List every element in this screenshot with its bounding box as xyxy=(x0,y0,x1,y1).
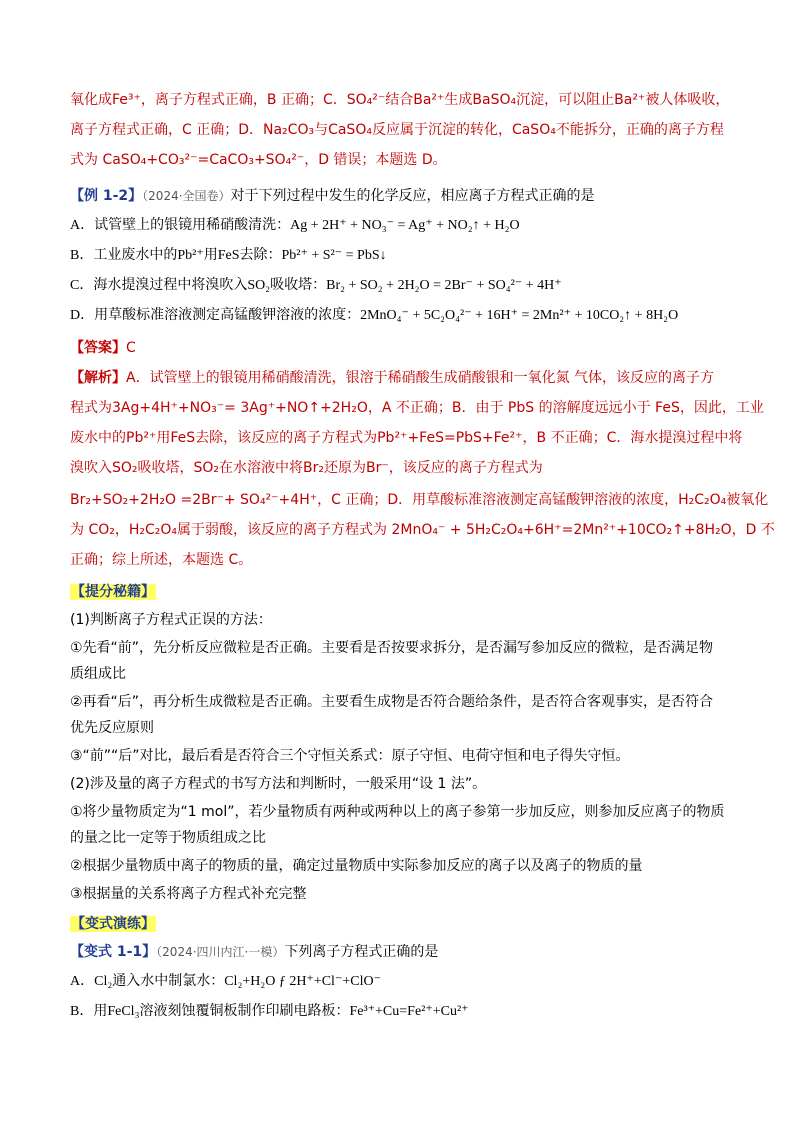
practice-sub-tag: 【变式 1-1】 xyxy=(70,944,157,960)
practice-source: （2024·四川内江·一模） xyxy=(156,945,285,959)
practice-tag: 【变式演练】 xyxy=(71,916,155,932)
tips-heading xyxy=(70,580,156,604)
tips-line-8: ①将少量物质定为“1 mol”，若少量物质有两种或两种以上的离子参第一步加反应，则参加反应离子的物质 xyxy=(70,804,725,820)
answer-line xyxy=(70,336,136,360)
analysis-continuation-line-1: 氧化成Fe³⁺，离子方程式正确，B 正确；C．SO₄²⁻结合Ba²⁺生成BaSO₄沉淀，可以阻止Ba²⁺被人体吸收， xyxy=(70,92,730,108)
example-tag: 【例 1-2】 xyxy=(70,188,143,204)
tips-line-3: 质组成比 xyxy=(70,666,126,682)
tips-line-7: (2)涉及量的离子方程式的书写方法和判断时，一般采用“设 1 法”。 xyxy=(70,776,487,792)
example-stem: 对于下列过程中发生的化学反应，相应离子方程式正确的是 xyxy=(230,188,595,204)
example-heading xyxy=(70,184,595,208)
option-c: C．海水提溴过程中将溴吹入SO₂吸收塔：Br₂ + SO₂ + 2H₂O = 2Br⁻ + SO₄²⁻ + 4H⁺ xyxy=(70,278,562,293)
answer-value: C xyxy=(126,340,136,356)
practice-question-heading xyxy=(70,940,438,964)
analysis-continuation-line-2: 离子方程式正确，C 正确；D．Na₂CO₃与CaSO₄反应属于沉淀的转化，CaSO₄不能拆分，正确的离子方程 xyxy=(70,122,724,138)
analysis-line-4: 溴吹入SO₂吸收塔，SO₂在水溶液中将Br₂还原为Br⁻，该反应的离子方程式为 xyxy=(70,460,543,476)
analysis-text-1: A．试管壁上的银镜用稀硝酸清洗，银溶于稀硝酸生成硝酸银和一氧化氮 气体，该反应的离子方 xyxy=(126,370,715,386)
answer-tag: 【答案】 xyxy=(70,340,126,356)
analysis-tag: 【解析】 xyxy=(70,370,126,386)
option-a: A．试管壁上的银镜用稀硝酸清洗：Ag + 2H⁺ + NO₃⁻ = Ag⁺ + NO₂↑ + H₂O xyxy=(70,218,520,233)
analysis-line-3: 废水中的Pb²⁺用FeS去除，该反应的离子方程式为Pb²⁺+FeS=PbS+Fe²⁺，B 不正确；C．海水提溴过程中将 xyxy=(70,430,743,446)
tips-line-1: (1)判断离子方程式正误的方法： xyxy=(70,612,272,628)
tips-tag: 【提分秘籍】 xyxy=(71,584,155,600)
practice-option-a: A．Cl₂通入水中制氯水：Cl₂+H₂O ƒ 2H⁺+Cl⁻+ClO⁻ xyxy=(70,974,381,989)
practice-stem: 下列离子方程式正确的是 xyxy=(284,944,439,960)
analysis-line-2: 程式为3Ag+4H⁺+NO₃⁻= 3Ag⁺+NO↑+2H₂O，A 不正确；B．由于 PbS 的溶解度远远小于 FeS，因此，工业 xyxy=(70,400,764,416)
option-b: B．工业废水中的Pb²⁺用FeS去除：Pb²⁺ + S²⁻ = PbS↓ xyxy=(70,248,387,263)
analysis-line-7: 正确；综上所述，本题选 C。 xyxy=(70,552,253,568)
tips-line-10: ②根据少量物质中离子的物质的量，确定过量物质中实际参加反应的离子以及离子的物质的量 xyxy=(70,858,643,874)
practice-option-b: B．用FeCl₃溶液刻蚀覆铜板制作印刷电路板：Fe³⁺+Cu=Fe²⁺+Cu²⁺ xyxy=(70,1004,469,1019)
tips-line-11: ③根据量的关系将离子方程式补充完整 xyxy=(70,886,307,902)
tips-line-4: ②再看“后”，再分析生成微粒是否正确。主要看生成物是否符合题给条件，是否符合客观事实，是否符合 xyxy=(70,694,714,710)
tips-line-6: ③“前”“后”对比，最后看是否符合三个守恒关系式：原子守恒、电荷守恒和电子得失守恒。 xyxy=(70,748,630,764)
analysis-line-1 xyxy=(70,366,714,390)
tips-line-2: ①先看“前”，先分析反应微粒是否正确。主要看是否按要求拆分，是否漏写参加反应的微粒，是否满足物 xyxy=(70,640,714,656)
analysis-continuation-line-3: 式为 CaSO₄+CO₃²⁻=CaCO₃+SO₄²⁻，D 错误；本题选 D。 xyxy=(70,152,447,168)
practice-heading xyxy=(70,912,156,936)
example-source: （2024·全国卷） xyxy=(142,189,231,203)
analysis-line-5: Br₂+SO₂+2H₂O =2Br⁻+ SO₄²⁻+4H⁺，C 正确；D．用草酸标准溶液测定高锰酸钾溶液的浓度，H₂C₂O₄被氧化 xyxy=(70,492,769,508)
analysis-line-6: 为 CO₂，H₂C₂O₄属于弱酸，该反应的离子方程式为 2MnO₄⁻ + 5H₂C₂O₄+6H⁺=2Mn²⁺+10CO₂↑+8H₂O，D 不 xyxy=(70,522,775,538)
tips-line-5: 优先反应原则 xyxy=(70,720,154,736)
tips-line-9: 的量之比一定等于物质组成之比 xyxy=(70,830,266,846)
option-d: D．用草酸标准溶液测定高锰酸钾溶液的浓度：2MnO₄⁻ + 5C₂O₄²⁻ + 16H⁺ = 2Mn²⁺ + 10CO₂↑ + 8H₂O xyxy=(70,308,679,323)
